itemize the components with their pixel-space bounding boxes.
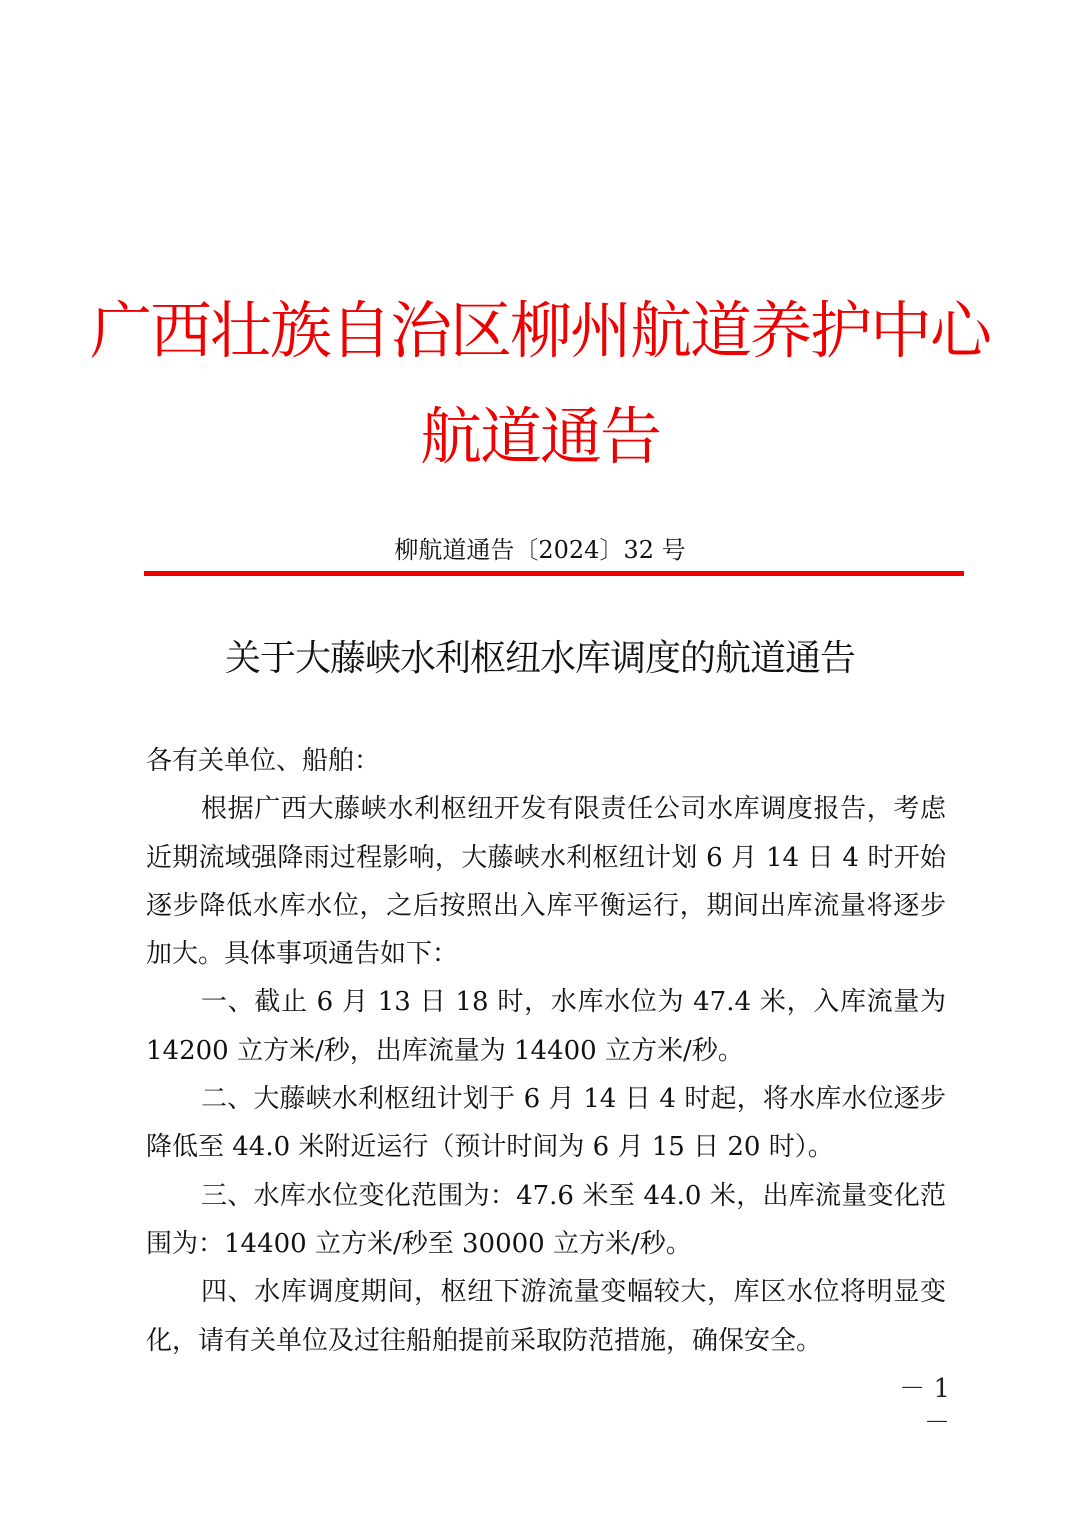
notice-title: 关于大藤峡水利枢纽水库调度的航道通告	[224, 638, 855, 679]
notice-body	[146, 737, 946, 1365]
paragraph-item-3: 三、水库水位变化范围为：47.6 米至 44.0 米，出库流量变化范围为：14400 立方米/秒至 30000 立方米/秒。	[146, 1180, 946, 1259]
paragraph-item-1: 一、截止 6 月 13 日 18 时，水库水位为 47.4 米，入库流量为 14200 立方米/秒，出库流量为 14400 立方米/秒。	[146, 987, 946, 1066]
paragraph-item-2: 二、大藤峡水利枢纽计划于 6 月 14 日 4 时起，将水库水位逐步降低至 44.0 米附近运行（预计时间为 6 月 15 日 20 时）。	[146, 1084, 946, 1163]
document-type-heading: 航道通告	[419, 400, 660, 473]
salutation: 各有关单位、船舶：	[146, 746, 381, 776]
red-divider-line	[144, 571, 964, 576]
paragraph-item-4: 四、水库调度期间，枢纽下游流量变幅较大，库区水位将明显变化，请有关单位及过往船舶提前采取防范措施，确保安全。	[146, 1277, 946, 1356]
document-number: 柳航道通告〔2024〕32 号	[394, 536, 686, 564]
organization-name: 广西壮族自治区柳州航道养护中心	[89, 294, 990, 367]
page-number: － 1 －	[899, 1374, 950, 1438]
paragraph-intro: 根据广西大藤峡水利枢纽开发有限责任公司水库调度报告，考虑近期流域强降雨过程影响，大藤峡水利枢纽计划 6 月 14 日 4 时开始逐步降低水库水位，之后按照出入库平衡运行，期间出库流量将逐步加大。具体事项通告如下：	[146, 794, 946, 970]
